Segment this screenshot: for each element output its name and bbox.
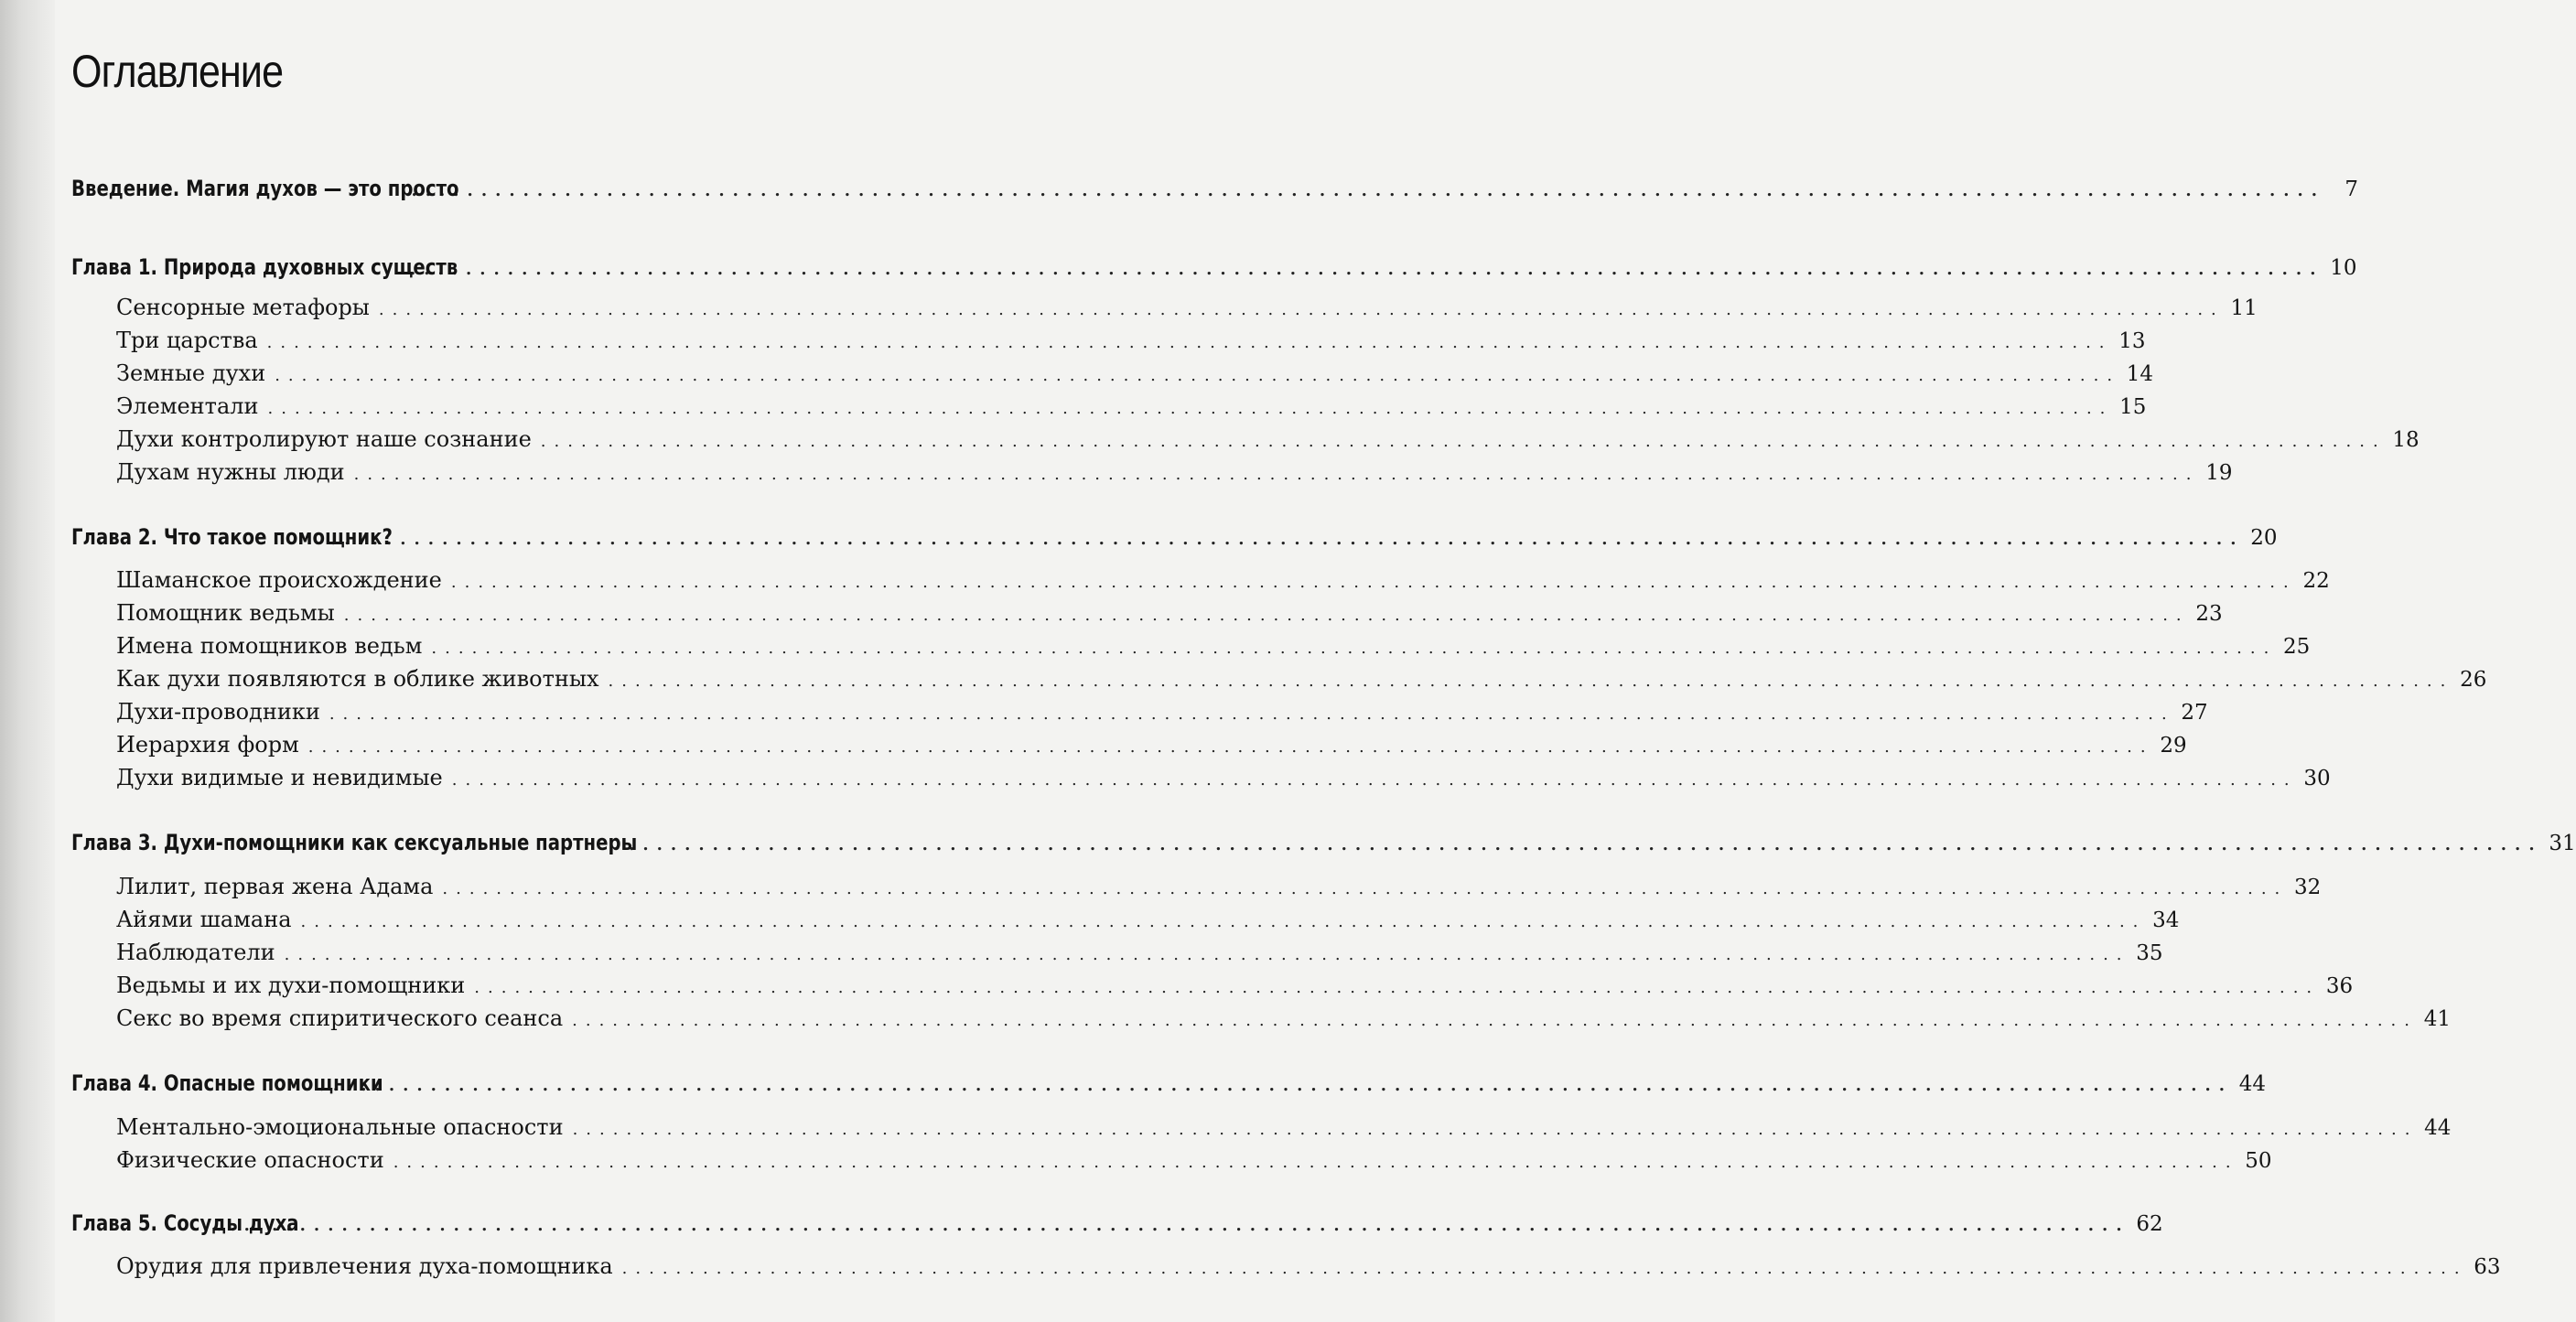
toc-entry-section (116, 874, 2322, 907)
toc-entry-page: 22 (2302, 569, 2330, 593)
toc-entry-page: 44 (2424, 1116, 2452, 1140)
toc-entry-label: Лилит, первая жена Адама (116, 874, 434, 899)
page-title: Оглавление (71, 46, 284, 97)
toc-entry-label: Духам нужны люди (116, 459, 345, 485)
toc-entry-label: Земные духи (116, 360, 266, 386)
toc-entry-page: 25 (2283, 635, 2311, 659)
dot-leader: ......................................................................................................................................... (275, 366, 2121, 385)
toc-entry-section (116, 907, 2180, 940)
toc-entry-section (116, 1253, 2501, 1286)
toc-entry-label: Помощник ведьмы (116, 600, 335, 626)
dot-leader: ......................................................................................................................................... (451, 770, 2298, 790)
toc-entry-section (116, 666, 2487, 699)
toc-entry-label: Духи видимые и невидимые (116, 765, 443, 790)
toc-entry-page: 44 (2238, 1072, 2267, 1096)
toc-entry-page: 18 (2392, 428, 2420, 452)
toc-entry-section (116, 393, 2147, 426)
toc-entry-section (116, 633, 2311, 666)
toc-entry-label: Три царства (116, 328, 258, 353)
toc-entry-page: 14 (2126, 362, 2154, 386)
toc-entry-section (116, 600, 2223, 633)
toc-entry-label: Духи контролируют наше сознание (116, 426, 532, 452)
toc-entry-chapter-3 (71, 830, 2576, 863)
toc-entry-label: Глава 5. Сосуды духа (71, 1210, 299, 1236)
toc-entry-section (116, 1114, 2452, 1147)
toc-entry-label: Глава 4. Опасные помощники (71, 1070, 383, 1096)
dot-leader: ......................................................................................................................................... (572, 1011, 2418, 1030)
toc-entry-label: Духи-проводники (116, 699, 320, 725)
toc-entry-section (116, 699, 2208, 732)
toc-entry-page: 10 (2330, 256, 2357, 280)
toc-entry-page: 20 (2250, 526, 2278, 550)
toc-entry-section (116, 973, 2354, 1005)
toc-entry-page: 30 (2303, 767, 2331, 790)
toc-entry-section (116, 940, 2163, 973)
toc-entry-label: Сенсорные метафоры (116, 295, 370, 320)
dot-leader: ......................................................................................................................................... (411, 181, 2326, 200)
dot-leader: ......................................................................................................................................... (393, 1153, 2239, 1172)
toc-entry-label: Наблюдатели (116, 940, 275, 965)
dot-leader: ......................................................................................................................................... (329, 704, 2175, 724)
toc-entry-section (116, 360, 2154, 393)
toc-entry-page: 34 (2152, 908, 2180, 932)
dot-leader: ......................................................................................................................................... (300, 912, 2147, 931)
toc-entry-introduction (71, 176, 2359, 209)
toc-entry-label: Глава 2. Что такое помощник? (71, 524, 393, 550)
toc-entry-section (116, 1147, 2272, 1180)
dot-leader: ......................................................................................................................................... (266, 333, 2113, 352)
dot-leader: ......................................................................................................................................... (307, 737, 2154, 757)
toc-entry-chapter-2 (71, 524, 2278, 557)
toc-entry-page: 13 (2118, 329, 2146, 353)
toc-entry-section (116, 426, 2420, 459)
toc-entry-page: 35 (2136, 941, 2163, 965)
toc-entry-section (116, 295, 2258, 328)
dot-leader: ......................................................................................................................................... (572, 1120, 2419, 1139)
toc-entry-label: Глава 3. Духи-помощники как сексуальные партнеры (71, 830, 638, 855)
toc-entry-page: 11 (2230, 296, 2258, 320)
toc-entry-section (116, 328, 2146, 360)
toc-entry-section (116, 765, 2331, 798)
toc-entry-label: Глава 1. Природа духовных существ (71, 254, 458, 280)
toc-entry-label: Введение. Магия духов — это просто (71, 176, 459, 201)
toc-entry-label: Физические опасности (116, 1147, 384, 1173)
toc-entry-label: Имена помощников ведьм (116, 633, 423, 659)
dot-leader: ......................................................................................................................................... (318, 1076, 2234, 1095)
dot-leader: ......................................................................................................................................... (267, 399, 2114, 418)
dot-leader: ......................................................................................................................................... (450, 573, 2297, 592)
toc-entry-label: Элементали (116, 393, 259, 419)
toc-entry-label: Шаманское происхождение (116, 567, 442, 593)
toc-entry-page: 15 (2119, 395, 2147, 419)
dot-leader: ......................................................................................................................................... (343, 606, 2190, 625)
toc-entry-label: Иерархия форм (116, 732, 299, 758)
dot-leader: ......................................................................................................................................... (540, 432, 2387, 451)
toc-entry-page: 63 (2474, 1255, 2501, 1279)
toc-entry-label: Ментально-эмоциональные опасности (116, 1114, 564, 1140)
dot-leader: ......................................................................................................................................... (216, 1216, 2130, 1235)
toc-entry-chapter-1 (71, 254, 2357, 287)
dot-leader: ......................................................................................................................................... (474, 978, 2321, 997)
toc-entry-label: Ведьмы и их духи-помощники (116, 973, 466, 998)
toc-entry-chapter-5 (71, 1210, 2163, 1243)
dot-leader: ......................................................................................................................................... (378, 300, 2225, 319)
dot-leader: ......................................................................................................................................... (409, 260, 2324, 279)
toc-entry-page: 23 (2195, 602, 2223, 626)
dot-leader: ......................................................................................................................................... (629, 835, 2543, 854)
toc-entry-page: 62 (2136, 1212, 2163, 1236)
toc-entry-section (116, 1005, 2451, 1038)
toc-entry-label: Айями шамана (116, 907, 292, 932)
toc-entry-page: 32 (2294, 876, 2322, 899)
toc-entry-section (116, 567, 2330, 600)
dot-leader: ......................................................................................................................................... (431, 639, 2278, 658)
toc-entry-chapter-4 (71, 1070, 2267, 1103)
toc-entry-page: 31 (2549, 832, 2576, 855)
dot-leader: ......................................................................................................................................... (284, 945, 2130, 964)
toc-entry-page: 50 (2245, 1149, 2272, 1173)
toc-entry-section (116, 459, 2233, 492)
dot-leader: ......................................................................................................................................... (353, 465, 2200, 484)
toc-entry-page: 36 (2325, 974, 2354, 998)
toc-entry-page: 19 (2205, 461, 2233, 485)
toc-entry-page: 7 (2344, 177, 2359, 201)
dot-leader: ......................................................................................................................................... (608, 672, 2454, 691)
dot-leader: ......................................................................................................................................... (329, 530, 2245, 549)
toc-entry-page: 41 (2423, 1007, 2451, 1031)
toc-entry-page: 29 (2160, 734, 2187, 758)
dot-leader: ......................................................................................................................................... (442, 879, 2289, 898)
toc-entry-label: Орудия для привлечения духа-помощника (116, 1253, 613, 1279)
toc-entry-page: 26 (2460, 668, 2487, 692)
toc-entry-label: Как духи появляются в облике животных (116, 666, 599, 692)
toc-entry-page: 27 (2181, 701, 2208, 725)
dot-leader: ......................................................................................................................................... (621, 1259, 2468, 1278)
toc-entry-label: Секс во время спиритического сеанса (116, 1005, 564, 1031)
toc-entry-section (116, 732, 2187, 765)
